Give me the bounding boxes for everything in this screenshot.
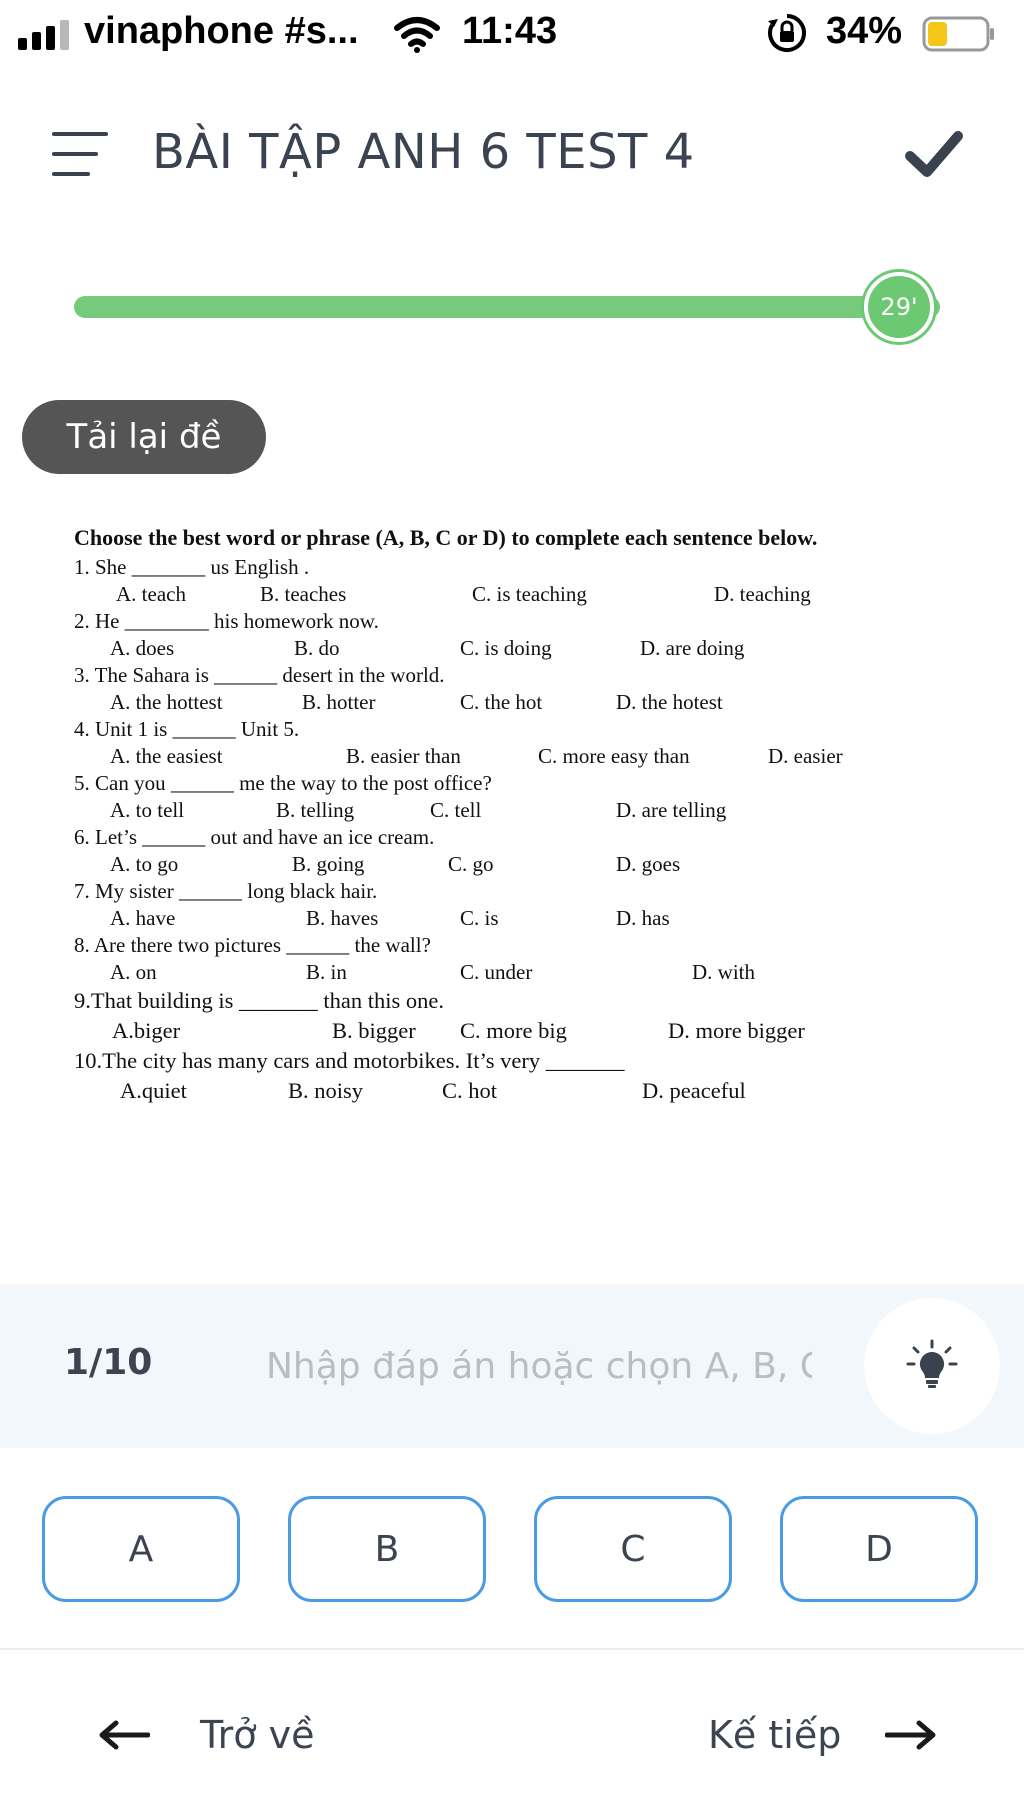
option-row bbox=[74, 689, 974, 716]
option-b: B. noisy bbox=[288, 1078, 364, 1103]
option-a: A. on bbox=[110, 960, 157, 984]
option-c: C. is teaching bbox=[472, 582, 587, 606]
question-text: 7. My sister ______ long black hair. bbox=[74, 879, 378, 903]
reload-test-button[interactable]: Tải lại đề bbox=[22, 400, 266, 474]
option-row bbox=[74, 1076, 974, 1106]
option-d: D. more bigger bbox=[668, 1018, 805, 1043]
question-text: 4. Unit 1 is ______ Unit 5. bbox=[74, 717, 300, 741]
option-b: B. haves bbox=[306, 906, 379, 930]
option-d: D. teaching bbox=[714, 582, 811, 606]
option-a: A. to go bbox=[110, 852, 179, 876]
option-b: B. teaches bbox=[260, 582, 347, 606]
signal-icon bbox=[18, 20, 74, 50]
option-row bbox=[74, 1016, 974, 1046]
option-c: C. more easy than bbox=[538, 744, 690, 768]
option-row bbox=[74, 581, 974, 608]
timer-badge bbox=[864, 272, 934, 342]
option-c: C. under bbox=[460, 960, 533, 984]
option-b: B. hotter bbox=[302, 690, 376, 714]
option-b: B. bigger bbox=[332, 1018, 416, 1043]
option-d: D. with bbox=[692, 960, 755, 984]
sheet-instruction: Choose the best word or phrase (A, B, C or D) to complete each sentence below. bbox=[74, 525, 818, 550]
option-d: D. are telling bbox=[616, 798, 727, 822]
timer-label: 29' bbox=[880, 293, 918, 321]
next-button[interactable] bbox=[708, 1700, 937, 1770]
option-a: A.biger bbox=[112, 1018, 181, 1043]
option-c: C. is bbox=[460, 906, 499, 930]
option-c: C. more big bbox=[460, 1018, 567, 1043]
carrier-name: vinaphone #s... bbox=[84, 10, 359, 52]
option-a: A. have bbox=[110, 906, 176, 930]
answer-bar bbox=[0, 1284, 1024, 1448]
option-d: D. are doing bbox=[640, 636, 745, 660]
option-a: A. teach bbox=[116, 582, 186, 606]
question-text: 5. Can you ______ me the way to the post office? bbox=[74, 771, 492, 795]
battery-percent: 34% bbox=[826, 10, 903, 52]
option-row bbox=[74, 797, 974, 824]
question-text: 6. Let’s ______ out and have an ice cream. bbox=[74, 825, 435, 849]
choice-d-button[interactable]: D bbox=[780, 1496, 978, 1602]
option-a: A. does bbox=[110, 636, 175, 660]
timer-progress-track bbox=[74, 296, 940, 318]
option-row bbox=[74, 635, 974, 662]
option-a: A.quiet bbox=[120, 1078, 187, 1103]
hint-button[interactable] bbox=[864, 1298, 1000, 1434]
option-b: B. going bbox=[292, 852, 365, 876]
option-d: D. has bbox=[616, 906, 670, 930]
battery-icon bbox=[922, 16, 996, 52]
menu-icon[interactable] bbox=[52, 132, 108, 178]
timer-progress-fill bbox=[74, 296, 940, 318]
arrow-right-icon bbox=[885, 1720, 937, 1750]
option-a: A. the easiest bbox=[110, 744, 223, 768]
choice-b-button[interactable]: B bbox=[288, 1496, 486, 1602]
clock-time: 11:43 bbox=[462, 10, 558, 52]
back-label: Trở về bbox=[200, 1713, 315, 1757]
next-label: Kế tiếp bbox=[708, 1713, 842, 1757]
option-b: B. do bbox=[294, 636, 340, 660]
option-a: A. to tell bbox=[110, 798, 185, 822]
option-c: C. hot bbox=[442, 1078, 498, 1103]
option-row bbox=[74, 959, 974, 986]
question-text: 10.The city has many cars and motorbikes. It’s very _______ bbox=[74, 1048, 625, 1073]
wifi-icon bbox=[394, 14, 440, 54]
option-b: B. in bbox=[306, 960, 347, 984]
option-row bbox=[74, 905, 974, 932]
option-a: A. the hottest bbox=[110, 690, 223, 714]
arrow-left-icon bbox=[98, 1720, 150, 1750]
option-row bbox=[74, 851, 974, 878]
question-text: 9.That building is _______ than this one. bbox=[74, 988, 444, 1013]
choice-c-button[interactable]: C bbox=[534, 1496, 732, 1602]
rotation-lock-icon bbox=[766, 12, 808, 54]
divider bbox=[0, 1648, 1024, 1650]
option-d: D. peaceful bbox=[642, 1078, 746, 1103]
option-d: D. the hotest bbox=[616, 690, 723, 714]
check-icon[interactable] bbox=[904, 126, 964, 182]
lightbulb-icon bbox=[904, 1338, 960, 1394]
option-b: B. easier than bbox=[346, 744, 461, 768]
question-text: 1. She _______ us English . bbox=[74, 555, 310, 579]
option-c: C. the hot bbox=[460, 690, 543, 714]
header-bar bbox=[0, 100, 1024, 212]
option-c: C. is doing bbox=[460, 636, 552, 660]
option-c: C. tell bbox=[430, 798, 482, 822]
answer-input[interactable] bbox=[266, 1330, 812, 1402]
question-sheet bbox=[74, 522, 974, 1106]
option-d: D. goes bbox=[616, 852, 681, 876]
question-text: 8. Are there two pictures ______ the wall? bbox=[74, 933, 431, 957]
choice-a-button[interactable]: A bbox=[42, 1496, 240, 1602]
option-row bbox=[74, 743, 974, 770]
option-d: D. easier bbox=[768, 744, 843, 768]
page-title: BÀI TẬP ANH 6 TEST 4 bbox=[152, 124, 695, 180]
back-button[interactable] bbox=[98, 1700, 314, 1770]
option-c: C. go bbox=[448, 852, 494, 876]
question-text: 2. He ________ his homework now. bbox=[74, 609, 379, 633]
status-bar bbox=[0, 0, 1024, 66]
question-counter: 1/10 bbox=[64, 1342, 153, 1383]
option-b: B. telling bbox=[276, 798, 355, 822]
question-text: 3. The Sahara is ______ desert in the world. bbox=[74, 663, 445, 687]
